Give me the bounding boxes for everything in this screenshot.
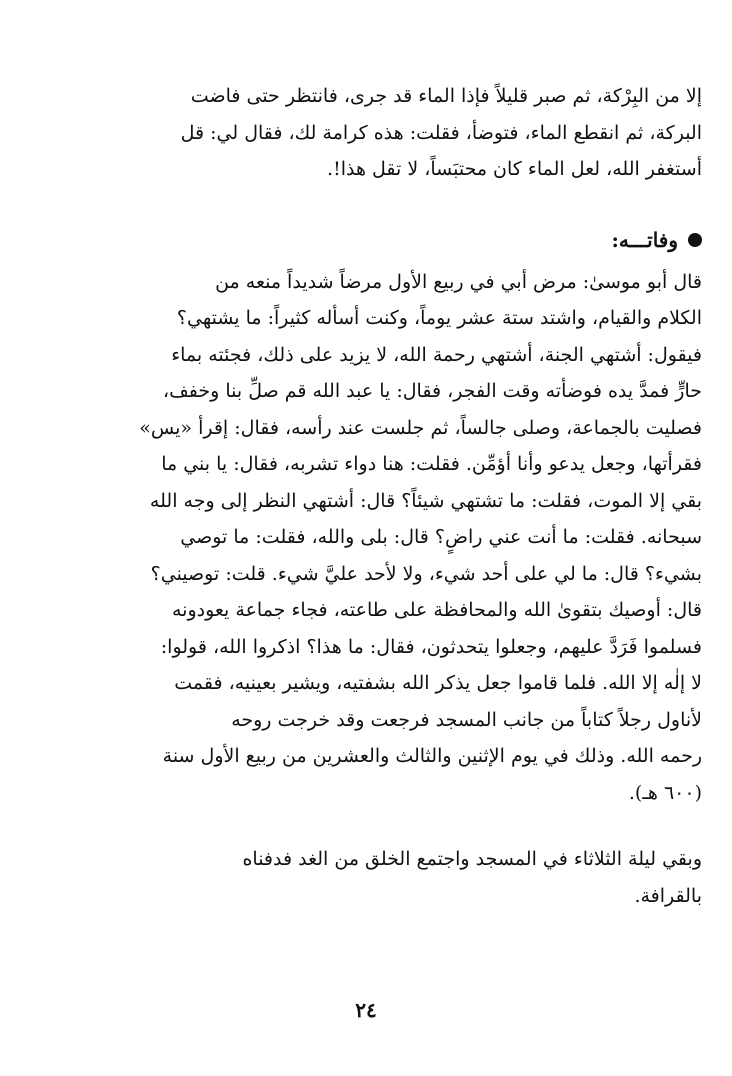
section-heading [60,222,702,258]
paragraph-3 [60,841,702,914]
text-line: لأناول رجلاً كتاباً من جانب المسجد فرجعت وقد خرجت روحه [231,708,702,731]
text-line: إلا من البِرْكة، ثم صبر قليلاً فإذا الماء قد جرى، فانتظر حتى فاضت [190,85,702,107]
text-line: قال: أوصيك بتقوىٰ الله والمحافظة على طاعته، فجاء جماعة يعودونه [171,599,702,621]
paragraph-1 [60,78,702,188]
text-line: رحمه الله. وذلك في يوم الإثنين والثالث والعشرين من ربيع الأول سنة [162,745,702,767]
text-line: حارٍّ فمدَّ يده فوضأته وقت الفجر، فقال: يا عبد الله قم صلِّ بنا وخفف، [163,380,702,402]
text-line: بقي إلا الموت، فقلت: ما تشتهي شيئاً؟ قال: أشتهي النظر إلى وجه الله [149,489,702,512]
text-line: (٦٠٠ هـ). [628,781,702,804]
paragraph-2 [60,264,702,812]
text-line: قال أبو موسىٰ: مرض أبي في ربيع الأول مرضاً شديداً منعه من [215,270,702,293]
text-line: لا إلٰه إلا الله. فلما قاموا جعل يذكر الله بشفتيه، ويشير بعينيه، فقمت [174,672,702,694]
page-body [60,78,702,914]
text-line: فصليت بالجماعة، وصلى جالساً، ثم جلست عند رأسه، فقال: إقرأ «يس» [139,416,702,439]
text-line: أستغفر الله، لعل الماء كان محتبَساً، لا تقل هذا!. [327,158,702,180]
text-line: الكلام والقيام، واشتد ستة عشر يوماً، وكنت أسأله كثيراً: ما يشتهي؟ [176,307,702,329]
section-heading-text: وفاتـــه: [611,227,678,252]
text-line: بشيء؟ قال: ما لي على أحد شيء، ولا لأحد عليَّ شيء. قلت: توصيني؟ [150,562,702,585]
text-line: البركة، ثم انقطع الماء، فتوضأ، فقلت: هذه كرامة لك، فقال لي: قل [180,121,702,144]
text-line: فسلموا فَرَدَّ عليهم، وجعلوا يتحدثون، فقال: ما هذا؟ اذكروا الله، قولوا: [160,635,702,658]
bullet-icon [688,233,702,247]
text-line: فقرأتها، وجعل يدعو وأنا أؤمِّن. فقلت: هنا دواء تشربه، فقال: يا بني ما [161,453,702,475]
text-line: فيقول: أشتهي الجنة، أشتهي رحمة الله، لا يزيد على ذلك، فجئته بماء [171,343,702,366]
text-line: بالقرافة. [634,884,702,907]
text-line: سبحانه. فقلت: ما أنت عني راضٍ؟ قال: بلى والله، فقلت: ما توصي [180,526,702,548]
text-line: وبقي ليلة الثلاثاء في المسجد واجتمع الخلق من الغد فدفناه [242,848,702,870]
page-number: ٢٤ [355,998,377,1022]
